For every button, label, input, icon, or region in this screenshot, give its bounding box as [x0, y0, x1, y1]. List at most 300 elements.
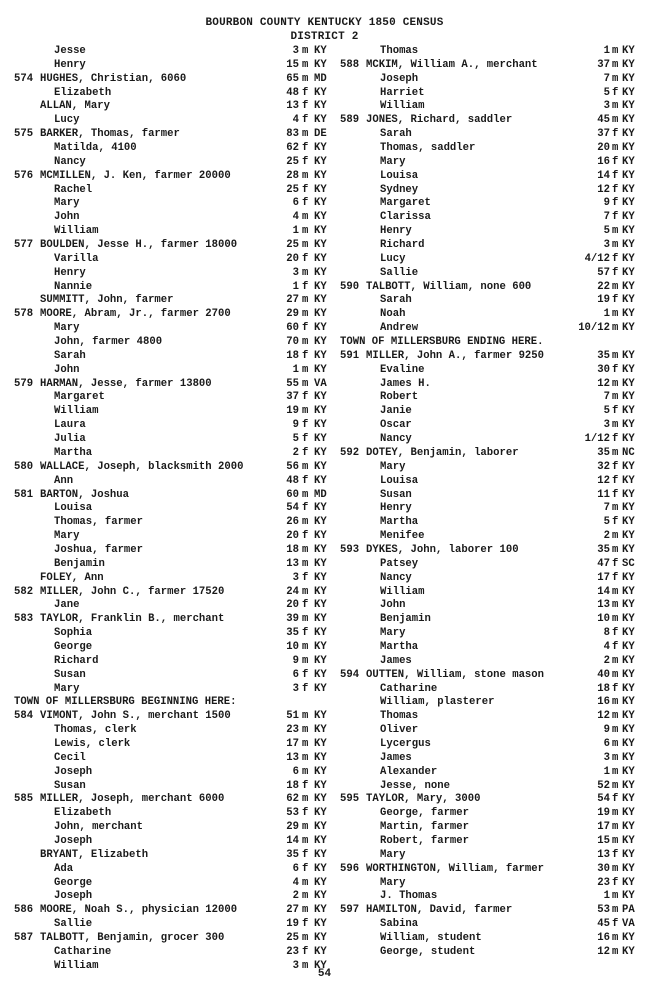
- person-age: 8: [603, 627, 610, 640]
- census-row: [340, 45, 638, 59]
- person-name: Catharine: [54, 945, 112, 958]
- census-row: [340, 73, 638, 87]
- census-row: [340, 308, 638, 322]
- person-sex: m: [612, 45, 619, 57]
- person-birthplace: KY: [622, 239, 635, 252]
- person-name: John: [54, 363, 80, 376]
- person-age: 53: [286, 807, 299, 820]
- person-name: John, farmer 4800: [54, 336, 163, 349]
- person-birthplace: KY: [314, 419, 327, 432]
- person-age: 53: [597, 904, 610, 917]
- section-heading-text: TOWN OF MILLERSBURG ENDING HERE.: [340, 336, 544, 349]
- census-row: [14, 281, 334, 295]
- person-birthplace: KY: [314, 502, 327, 515]
- dwelling-number: 586: [14, 904, 34, 917]
- person-age: 3: [292, 45, 299, 57]
- person-birthplace: VA: [622, 918, 635, 931]
- person-name: William, student: [380, 932, 482, 944]
- person-birthplace: KY: [314, 183, 327, 196]
- person-age: 37: [286, 391, 299, 404]
- person-age: 25: [286, 932, 299, 944]
- household-head-row: [340, 544, 638, 558]
- person-name: Martha: [54, 446, 93, 459]
- person-birthplace: KY: [622, 58, 635, 71]
- person-birthplace: KY: [622, 266, 635, 279]
- person-age: 1: [603, 45, 610, 57]
- census-row: [340, 364, 638, 378]
- person-birthplace: KY: [314, 765, 327, 778]
- person-sex: f: [612, 86, 619, 99]
- dwelling-number: 596: [340, 862, 360, 875]
- person-birthplace: KY: [314, 932, 327, 944]
- person-name: John, merchant: [54, 821, 144, 834]
- census-row: [14, 100, 334, 114]
- person-age: 3: [292, 571, 299, 584]
- person-name: BRYANT, Elizabeth: [40, 848, 149, 861]
- person-name: BARKER, Thomas, farmer: [40, 128, 180, 141]
- person-birthplace: KY: [622, 668, 635, 681]
- census-row: [340, 100, 638, 114]
- census-row: [340, 890, 638, 904]
- person-birthplace: KY: [622, 363, 635, 376]
- person-birthplace: KY: [622, 585, 635, 598]
- person-name: Lucy: [380, 252, 406, 265]
- person-sex: m: [612, 862, 619, 875]
- person-sex: f: [612, 516, 619, 529]
- person-name: Janie: [380, 405, 412, 418]
- person-sex: f: [302, 114, 309, 127]
- person-birthplace: KY: [622, 613, 635, 626]
- right-column: [340, 45, 638, 960]
- person-birthplace: KY: [622, 128, 635, 141]
- person-birthplace: KY: [314, 945, 327, 958]
- census-row: [340, 294, 638, 308]
- person-sex: m: [302, 45, 309, 57]
- person-age: 3: [292, 266, 299, 279]
- person-age: 27: [286, 904, 299, 917]
- person-sex: m: [302, 959, 309, 972]
- person-sex: m: [612, 419, 619, 432]
- person-birthplace: KY: [622, 751, 635, 764]
- person-sex: m: [302, 294, 309, 307]
- census-row: [14, 627, 334, 641]
- person-age: 20: [286, 252, 299, 265]
- person-name: Joseph: [380, 72, 419, 85]
- person-name: Susan: [54, 668, 86, 681]
- person-age: 54: [286, 502, 299, 515]
- person-age: 6: [292, 668, 299, 681]
- person-sex: m: [302, 793, 309, 806]
- household-head-row: [14, 586, 334, 600]
- person-name: TAYLOR, Franklin B., merchant: [40, 613, 225, 626]
- census-row: [340, 128, 638, 142]
- person-sex: f: [302, 945, 309, 958]
- household-head-row: [14, 904, 334, 918]
- person-sex: m: [612, 100, 619, 113]
- person-age: 20: [286, 599, 299, 612]
- person-name: Sallie: [54, 918, 93, 931]
- person-age: 60: [286, 322, 299, 335]
- person-sex: m: [612, 308, 619, 321]
- person-name: J. Thomas: [380, 890, 438, 903]
- census-row: [14, 225, 334, 239]
- person-birthplace: KY: [314, 557, 327, 570]
- census-row: [340, 419, 638, 433]
- person-sex: m: [302, 405, 309, 418]
- person-sex: f: [612, 155, 619, 168]
- person-sex: f: [612, 363, 619, 376]
- page-number: 54: [317, 968, 332, 980]
- person-birthplace: KY: [622, 252, 635, 265]
- census-row: [340, 752, 638, 766]
- person-birthplace: KY: [314, 543, 327, 556]
- person-birthplace: KY: [622, 225, 635, 238]
- census-row: [14, 59, 334, 73]
- person-sex: f: [302, 682, 309, 695]
- person-age: 10: [597, 613, 610, 626]
- person-sex: m: [302, 724, 309, 737]
- person-birthplace: KY: [314, 613, 327, 626]
- person-birthplace: KY: [622, 765, 635, 778]
- person-birthplace: KY: [314, 45, 327, 57]
- census-row: [14, 419, 334, 433]
- person-name: Margaret: [54, 391, 105, 404]
- person-age: 39: [286, 613, 299, 626]
- person-age: 25: [286, 183, 299, 196]
- person-sex: f: [302, 433, 309, 446]
- person-birthplace: KY: [314, 904, 327, 917]
- person-name: OUTTEN, William, stone mason: [366, 668, 545, 681]
- person-birthplace: DE: [314, 128, 327, 141]
- person-age: 9: [292, 419, 299, 432]
- census-row: [340, 558, 638, 572]
- person-sex: m: [612, 613, 619, 626]
- person-name: MOORE, Noah S., physician 12000: [40, 904, 238, 917]
- person-sex: f: [302, 848, 309, 861]
- person-name: Varilla: [54, 252, 99, 265]
- person-sex: m: [612, 890, 619, 903]
- census-row: [340, 502, 638, 516]
- person-birthplace: KY: [314, 114, 327, 127]
- person-birthplace: KY: [314, 336, 327, 349]
- person-age: 17: [597, 571, 610, 584]
- person-birthplace: KY: [622, 571, 635, 584]
- person-birthplace: KY: [314, 724, 327, 737]
- household-head-row: [340, 863, 638, 877]
- person-birthplace: KY: [622, 211, 635, 224]
- census-row: [14, 433, 334, 447]
- person-sex: f: [612, 460, 619, 473]
- person-age: 2: [603, 654, 610, 667]
- person-birthplace: KY: [622, 654, 635, 667]
- person-sex: f: [302, 419, 309, 432]
- person-birthplace: KY: [314, 239, 327, 252]
- person-name: Joshua, farmer: [54, 543, 144, 556]
- person-age: 19: [597, 294, 610, 307]
- person-name: JONES, Richard, saddler: [366, 114, 513, 127]
- person-age: 45: [597, 114, 610, 127]
- census-row: [340, 683, 638, 697]
- person-sex: m: [302, 308, 309, 321]
- person-name: Thomas, clerk: [54, 724, 137, 737]
- person-sex: f: [612, 183, 619, 196]
- census-row: [340, 696, 638, 710]
- person-name: George: [54, 640, 93, 653]
- person-name: Alexander: [380, 765, 438, 778]
- person-name: Mary: [54, 682, 80, 695]
- person-birthplace: KY: [622, 280, 635, 293]
- person-sex: m: [612, 72, 619, 85]
- person-age: 35: [597, 543, 610, 556]
- person-birthplace: KY: [314, 876, 327, 889]
- person-age: 10/12: [578, 322, 610, 335]
- person-name: Noah: [380, 308, 406, 321]
- person-sex: f: [612, 294, 619, 307]
- person-birthplace: KY: [314, 737, 327, 750]
- person-sex: f: [302, 100, 309, 113]
- person-age: 19: [597, 807, 610, 820]
- person-birthplace: KY: [314, 530, 327, 543]
- census-row: [14, 877, 334, 891]
- person-birthplace: KY: [622, 779, 635, 792]
- person-birthplace: KY: [622, 724, 635, 737]
- person-name: Nannie: [54, 280, 93, 293]
- person-birthplace: KY: [314, 294, 327, 307]
- person-birthplace: KY: [314, 142, 327, 155]
- person-sex: m: [302, 225, 309, 238]
- person-age: 2: [603, 530, 610, 543]
- dwelling-number: 579: [14, 377, 34, 390]
- person-name: William: [54, 225, 99, 238]
- census-row: [340, 613, 638, 627]
- census-row: [14, 447, 334, 461]
- census-row: [14, 821, 334, 835]
- person-birthplace: KY: [314, 155, 327, 168]
- section-heading-text: TOWN OF MILLERSBURG BEGINNING HERE:: [14, 696, 237, 709]
- person-sex: m: [612, 377, 619, 390]
- person-age: 62: [286, 142, 299, 155]
- person-sex: f: [302, 183, 309, 196]
- person-birthplace: KY: [622, 516, 635, 529]
- person-age: 14: [286, 834, 299, 847]
- census-row: [340, 710, 638, 724]
- census-row: [14, 184, 334, 198]
- person-sex: f: [302, 349, 309, 362]
- person-birthplace: VA: [314, 377, 327, 390]
- person-age: 23: [286, 945, 299, 958]
- person-age: 16: [597, 155, 610, 168]
- person-age: 83: [286, 128, 299, 141]
- census-row: [14, 114, 334, 128]
- person-sex: f: [302, 474, 309, 487]
- person-age: 6: [292, 197, 299, 210]
- census-row: [14, 364, 334, 378]
- person-birthplace: KY: [314, 793, 327, 806]
- person-birthplace: KY: [314, 668, 327, 681]
- person-sex: m: [302, 460, 309, 473]
- person-sex: f: [302, 627, 309, 640]
- census-row: [14, 391, 334, 405]
- census-row: [14, 683, 334, 697]
- person-birthplace: KY: [622, 502, 635, 515]
- person-birthplace: KY: [314, 959, 327, 972]
- person-sex: m: [612, 239, 619, 252]
- census-row: [340, 156, 638, 170]
- person-birthplace: KY: [622, 932, 635, 944]
- census-title: BOURBON COUNTY KENTUCKY 1850 CENSUS: [205, 17, 444, 29]
- person-name: Patsey: [380, 557, 419, 570]
- person-name: Henry: [380, 502, 412, 515]
- census-row: [340, 170, 638, 184]
- person-sex: m: [302, 72, 309, 85]
- person-age: 2: [292, 890, 299, 903]
- person-sex: m: [302, 363, 309, 376]
- person-age: 60: [286, 488, 299, 501]
- census-row: [340, 253, 638, 267]
- person-sex: f: [612, 918, 619, 931]
- household-head-row: [14, 710, 334, 724]
- person-sex: m: [302, 751, 309, 764]
- census-row: [340, 627, 638, 641]
- census-row: [14, 405, 334, 419]
- census-row: [340, 766, 638, 780]
- person-name: Menifee: [380, 530, 425, 543]
- dwelling-number: 590: [340, 280, 360, 293]
- person-name: Richard: [54, 654, 99, 667]
- person-birthplace: KY: [622, 821, 635, 834]
- person-sex: f: [612, 682, 619, 695]
- person-sex: m: [612, 904, 619, 917]
- person-sex: m: [612, 654, 619, 667]
- person-name: James: [380, 654, 412, 667]
- person-birthplace: KY: [314, 516, 327, 529]
- dwelling-number: 592: [340, 446, 360, 459]
- person-sex: f: [612, 405, 619, 418]
- census-row: [340, 87, 638, 101]
- person-birthplace: KY: [314, 86, 327, 99]
- person-name: Sarah: [54, 349, 86, 362]
- household-head-row: [14, 170, 334, 184]
- person-age: 28: [286, 169, 299, 182]
- person-sex: m: [612, 751, 619, 764]
- person-sex: f: [612, 433, 619, 446]
- person-age: 37: [597, 58, 610, 71]
- person-birthplace: KY: [314, 862, 327, 875]
- person-birthplace: KY: [622, 169, 635, 182]
- person-birthplace: KY: [622, 142, 635, 155]
- person-birthplace: KY: [622, 682, 635, 695]
- person-sex: f: [612, 488, 619, 501]
- person-name: WORTHINGTON, William, farmer: [366, 862, 545, 875]
- person-age: 15: [286, 58, 299, 71]
- person-birthplace: KY: [622, 599, 635, 612]
- person-birthplace: KY: [314, 460, 327, 473]
- person-age: 12: [597, 183, 610, 196]
- person-age: 3: [603, 751, 610, 764]
- census-row: [340, 655, 638, 669]
- census-row: [14, 87, 334, 101]
- census-row: [14, 516, 334, 530]
- person-age: 35: [286, 627, 299, 640]
- person-birthplace: KY: [314, 252, 327, 265]
- person-name: John: [380, 599, 406, 612]
- person-birthplace: KY: [622, 197, 635, 210]
- person-age: 15: [597, 834, 610, 847]
- census-row: [340, 724, 638, 738]
- person-sex: m: [302, 169, 309, 182]
- person-birthplace: KY: [314, 322, 327, 335]
- person-sex: f: [612, 266, 619, 279]
- dwelling-number: 583: [14, 613, 34, 626]
- person-age: 10: [286, 640, 299, 653]
- person-sex: f: [302, 142, 309, 155]
- person-birthplace: KY: [622, 433, 635, 446]
- person-age: 13: [286, 751, 299, 764]
- person-name: MCKIM, William A., merchant: [366, 58, 538, 71]
- census-row: [340, 821, 638, 835]
- person-age: 13: [597, 848, 610, 861]
- person-sex: f: [612, 128, 619, 141]
- person-sex: m: [612, 932, 619, 944]
- person-name: Sarah: [380, 294, 412, 307]
- dwelling-number: 587: [14, 932, 34, 944]
- person-name: Evaline: [380, 363, 425, 376]
- person-sex: f: [302, 155, 309, 168]
- person-sex: f: [612, 571, 619, 584]
- dwelling-number: 589: [340, 114, 360, 127]
- household-head-row: [340, 904, 638, 918]
- person-birthplace: KY: [314, 640, 327, 653]
- person-name: Matilda, 4100: [54, 142, 137, 155]
- person-name: FOLEY, Ann: [40, 571, 104, 584]
- census-row: [340, 211, 638, 225]
- person-sex: m: [302, 128, 309, 141]
- person-name: William: [54, 405, 99, 418]
- person-name: Thomas: [380, 45, 419, 57]
- person-birthplace: KY: [622, 876, 635, 889]
- person-sex: m: [612, 737, 619, 750]
- person-name: Margaret: [380, 197, 431, 210]
- dwelling-number: 578: [14, 308, 34, 321]
- person-sex: f: [612, 793, 619, 806]
- person-name: TAYLOR, Mary, 3000: [366, 793, 481, 806]
- person-birthplace: KY: [314, 890, 327, 903]
- person-sex: f: [302, 391, 309, 404]
- person-name: Thomas, farmer: [54, 516, 144, 529]
- person-age: 6: [292, 862, 299, 875]
- household-head-row: [14, 932, 334, 946]
- person-age: 7: [603, 72, 610, 85]
- census-row: [14, 780, 334, 794]
- person-age: 65: [286, 72, 299, 85]
- person-name: Jane: [54, 599, 80, 612]
- person-age: 17: [286, 737, 299, 750]
- person-sex: m: [302, 737, 309, 750]
- person-name: Henry: [54, 266, 86, 279]
- person-birthplace: KY: [622, 183, 635, 196]
- census-row: [14, 946, 334, 960]
- person-age: 1: [603, 765, 610, 778]
- person-birthplace: KY: [314, 433, 327, 446]
- person-sex: m: [302, 239, 309, 252]
- person-age: 14: [597, 169, 610, 182]
- person-age: 22: [597, 280, 610, 293]
- person-sex: m: [612, 530, 619, 543]
- census-row: [14, 641, 334, 655]
- section-heading: [340, 336, 638, 350]
- person-sex: m: [612, 58, 619, 71]
- person-birthplace: KY: [314, 599, 327, 612]
